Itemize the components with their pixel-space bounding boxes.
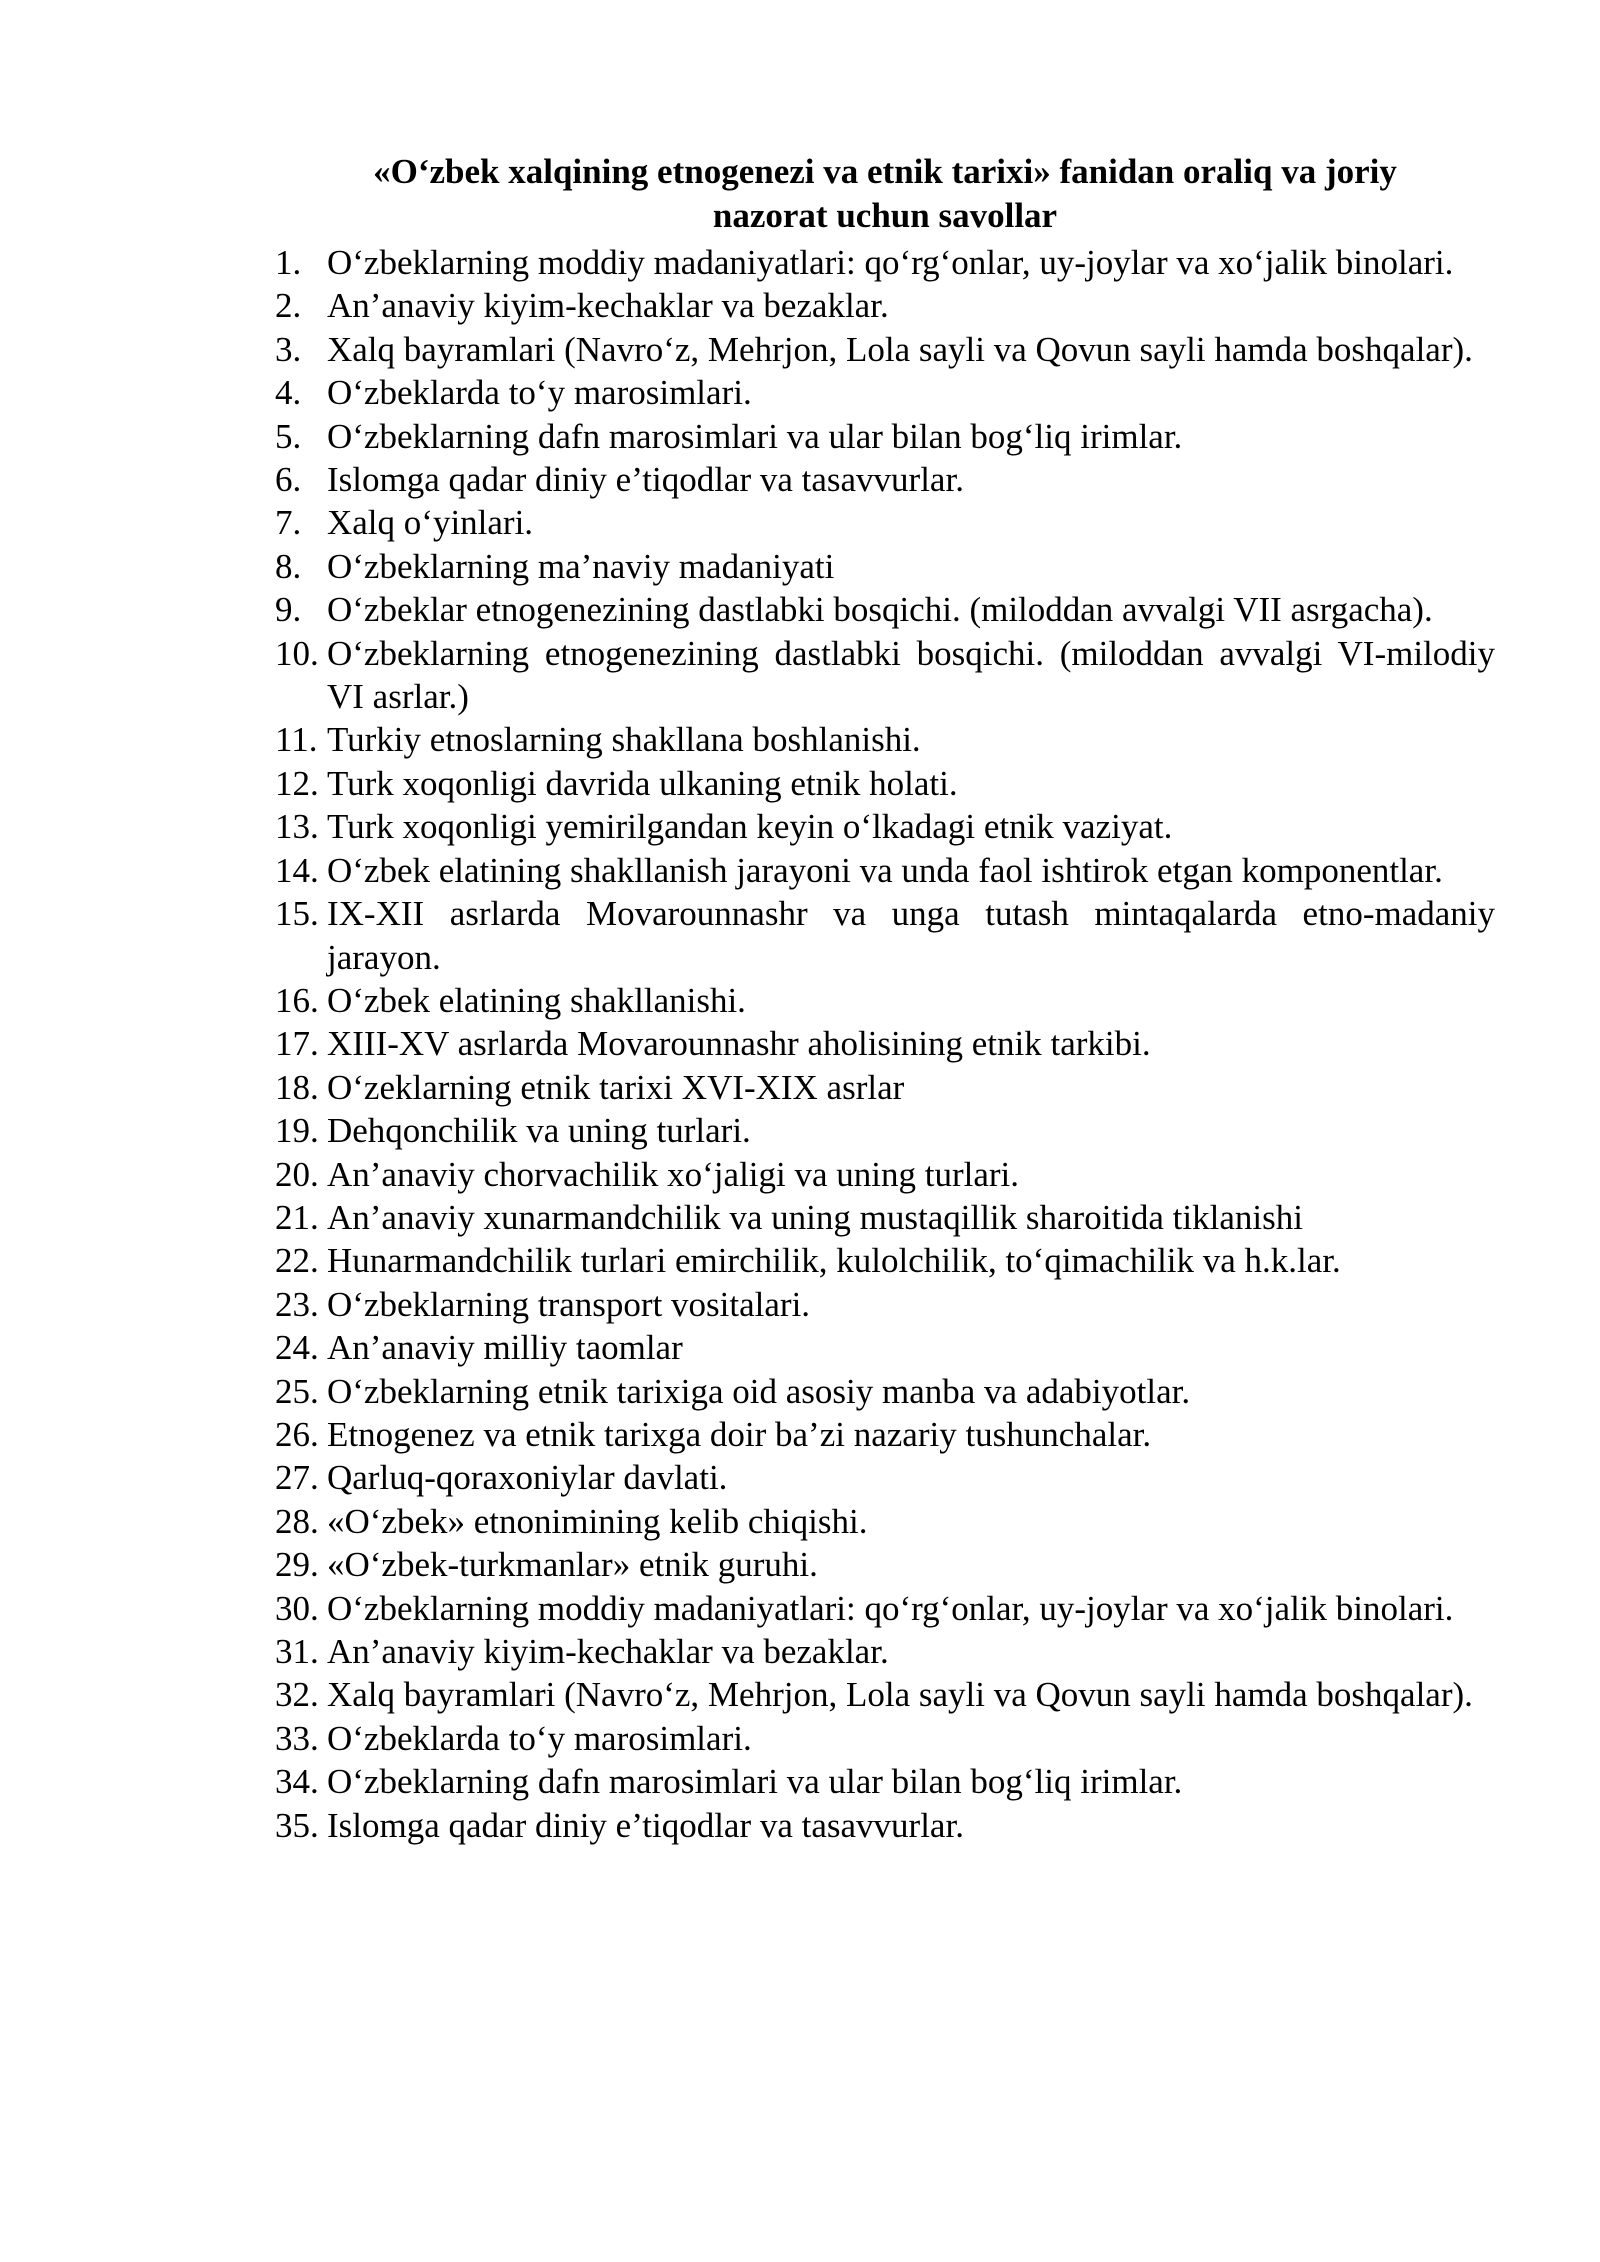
- question-item: [275, 458, 1495, 501]
- question-text: IX-XII asrlarda Movarounnashr va unga tutash mintaqalarda etno-madaniy jarayon.: [327, 894, 1495, 977]
- question-text: An’anaviy kiyim-kechaklar va bezaklar.: [327, 1632, 889, 1671]
- question-item: [275, 588, 1495, 631]
- question-item: [275, 1196, 1495, 1239]
- question-number: 32.: [275, 1675, 319, 1715]
- question-number: 31.: [275, 1632, 319, 1671]
- question-number: 34.: [275, 1762, 319, 1802]
- question-text: O‘zbeklarning moddiy madaniyatlari: qo‘rg‘onlar, uy-joylar va xo‘jalik binolari.: [327, 243, 1454, 282]
- question-number: 12.: [275, 763, 319, 803]
- question-text: O‘zbek elatining shakllanishi.: [327, 980, 746, 1020]
- question-number: 20.: [275, 1154, 319, 1194]
- question-item: [275, 1630, 1495, 1673]
- question-number: 13.: [275, 807, 319, 847]
- document-title: [275, 150, 1495, 237]
- question-text: O‘zbek elatining shakllanish jarayoni va unda faol ishtirok etgan komponentlar.: [327, 850, 1443, 890]
- question-number: 1.: [275, 243, 302, 282]
- question-number: 25.: [275, 1371, 319, 1411]
- question-item: [275, 1413, 1495, 1456]
- question-number: 16.: [275, 980, 319, 1020]
- question-list: [275, 241, 1495, 1847]
- question-text: O‘zbeklarning transport vositalari.: [327, 1284, 811, 1324]
- question-item: [275, 1804, 1495, 1847]
- question-text: Islomga qadar diniy e’tiqodlar va tasavvurlar.: [327, 460, 964, 500]
- question-number: 8.: [275, 546, 302, 586]
- question-number: 30.: [275, 1588, 319, 1628]
- question-number: 29.: [275, 1545, 319, 1585]
- question-text: Etnogenez va etnik tarixga doir ba’zi nazariy tushunchalar.: [327, 1414, 1152, 1454]
- question-text: Xalq bayramlari (Navro‘z, Mehrjon, Lola sayli va Qovun sayli hamda boshqalar).: [327, 329, 1473, 369]
- question-text: O‘zbeklarning etnik tarixiga oid asosiy manba va adabiyotlar.: [327, 1371, 1191, 1411]
- question-text: XIII-XV asrlarda Movarounnashr aholisining etnik tarkibi.: [327, 1024, 1151, 1064]
- question-text: O‘zbeklarning dafn marosimlari va ular bilan bog‘liq irimlar.: [327, 416, 1183, 456]
- question-item: [275, 371, 1495, 414]
- question-number: 21.: [275, 1197, 319, 1237]
- question-number: 2.: [275, 286, 302, 326]
- question-text: Islomga qadar diniy e’tiqodlar va tasavvurlar.: [327, 1805, 964, 1845]
- question-number: 22.: [275, 1241, 319, 1281]
- question-text: «O‘zbek» etnonimining kelib chiqishi.: [327, 1501, 868, 1541]
- question-text: O‘zbeklarda to‘y marosimlari.: [327, 1718, 752, 1758]
- question-number: 14.: [275, 850, 319, 890]
- question-text: «O‘zbek-turkmanlar» etnik guruhi.: [327, 1545, 818, 1585]
- question-text: Xalq o‘yinlari.: [327, 503, 534, 543]
- question-item: [275, 1153, 1495, 1196]
- question-text: Turkiy etnoslarning shakllana boshlanishi.: [327, 720, 921, 760]
- question-item: [275, 328, 1495, 371]
- question-number: 27.: [275, 1458, 319, 1498]
- question-item: [275, 241, 1495, 284]
- question-item: [275, 1370, 1495, 1413]
- question-text: O‘zbeklarda to‘y marosimlari.: [327, 373, 752, 413]
- question-number: 24.: [275, 1328, 319, 1368]
- question-item: [275, 1239, 1495, 1282]
- question-number: 5.: [275, 416, 302, 456]
- question-item: [275, 1543, 1495, 1586]
- question-item: [275, 718, 1495, 761]
- question-text: An’anaviy milliy taomlar: [327, 1328, 683, 1368]
- question-item: [275, 632, 1495, 719]
- question-item: [275, 415, 1495, 458]
- question-number: 11.: [275, 720, 318, 760]
- question-text: Dehqonchilik va uning turlari.: [327, 1111, 751, 1151]
- question-text: An’anaviy xunarmandchilik va uning mustaqillik sharoitida tiklanishi: [327, 1197, 1303, 1237]
- question-text: O‘zeklarning etnik tarixi XVI-XIX asrlar: [327, 1067, 905, 1107]
- question-text: O‘zbeklarning ma’naviy madaniyati: [327, 546, 835, 586]
- question-text: O‘zbeklar etnogenezining dastlabki bosqichi. (miloddan avvalgi VII asrgacha).: [327, 590, 1433, 630]
- question-text: Hunarmandchilik turlari emirchilik, kulolchilik, to‘qimachilik va h.k.lar.: [327, 1241, 1341, 1281]
- question-item: [275, 1500, 1495, 1543]
- question-text: Turk xoqonligi davrida ulkaning etnik holati.: [327, 763, 958, 803]
- question-item: [275, 1673, 1495, 1716]
- question-item: [275, 1717, 1495, 1760]
- question-item: [275, 284, 1495, 327]
- question-item: [275, 1109, 1495, 1152]
- question-item: [275, 545, 1495, 588]
- question-text: Xalq bayramlari (Navro‘z, Mehrjon, Lola sayli va Qovun sayli hamda boshqalar).: [327, 1675, 1473, 1715]
- question-number: 19.: [275, 1111, 319, 1151]
- question-number: 9.: [275, 590, 302, 630]
- question-item: [275, 1587, 1495, 1630]
- question-text: Qarluq-qoraxoniylar davlati.: [327, 1458, 728, 1498]
- question-number: 35.: [275, 1805, 319, 1845]
- question-text: An’anaviy chorvachilik xo‘jaligi va uning turlari.: [327, 1154, 1020, 1194]
- question-text: O‘zbeklarning moddiy madaniyatlari: qo‘rg‘onlar, uy-joylar va xo‘jalik binolari.: [327, 1588, 1454, 1628]
- question-item: [275, 979, 1495, 1022]
- question-text: An’anaviy kiyim-kechaklar va bezaklar.: [327, 286, 889, 326]
- question-item: [275, 805, 1495, 848]
- question-number: 10.: [275, 633, 319, 673]
- question-item: [275, 849, 1495, 892]
- title-line-1: «O‘zbek xalqining etnogenezi va etnik tarixi» fanidan oraliq va joriy: [373, 152, 1397, 191]
- question-item: [275, 501, 1495, 544]
- question-number: 18.: [275, 1067, 319, 1107]
- question-item: [275, 1022, 1495, 1065]
- question-number: 4.: [275, 373, 302, 413]
- question-number: 3.: [275, 329, 302, 369]
- question-item: [275, 892, 1495, 979]
- question-item: [275, 1760, 1495, 1803]
- question-number: 17.: [275, 1024, 319, 1064]
- question-number: 6.: [275, 460, 302, 500]
- question-text: Turk xoqonligi yemirilgandan keyin o‘lkadagi etnik vaziyat.: [327, 807, 1173, 847]
- question-item: [275, 1283, 1495, 1326]
- question-number: 23.: [275, 1284, 319, 1324]
- question-item: [275, 1326, 1495, 1369]
- question-number: 26.: [275, 1414, 319, 1454]
- question-number: 7.: [275, 503, 302, 543]
- question-item: [275, 762, 1495, 805]
- question-number: 33.: [275, 1718, 319, 1758]
- question-text: O‘zbeklarning etnogenezining dastlabki bosqichi. (miloddan avvalgi VI-milodiy VI asrlar.): [327, 633, 1495, 717]
- question-text: O‘zbeklarning dafn marosimlari va ular bilan bog‘liq irimlar.: [327, 1762, 1183, 1802]
- question-item: [275, 1456, 1495, 1499]
- title-line-2: nazorat uchun savollar: [712, 195, 1058, 235]
- question-item: [275, 1066, 1495, 1109]
- question-number: 15.: [275, 894, 319, 934]
- question-number: 28.: [275, 1501, 319, 1541]
